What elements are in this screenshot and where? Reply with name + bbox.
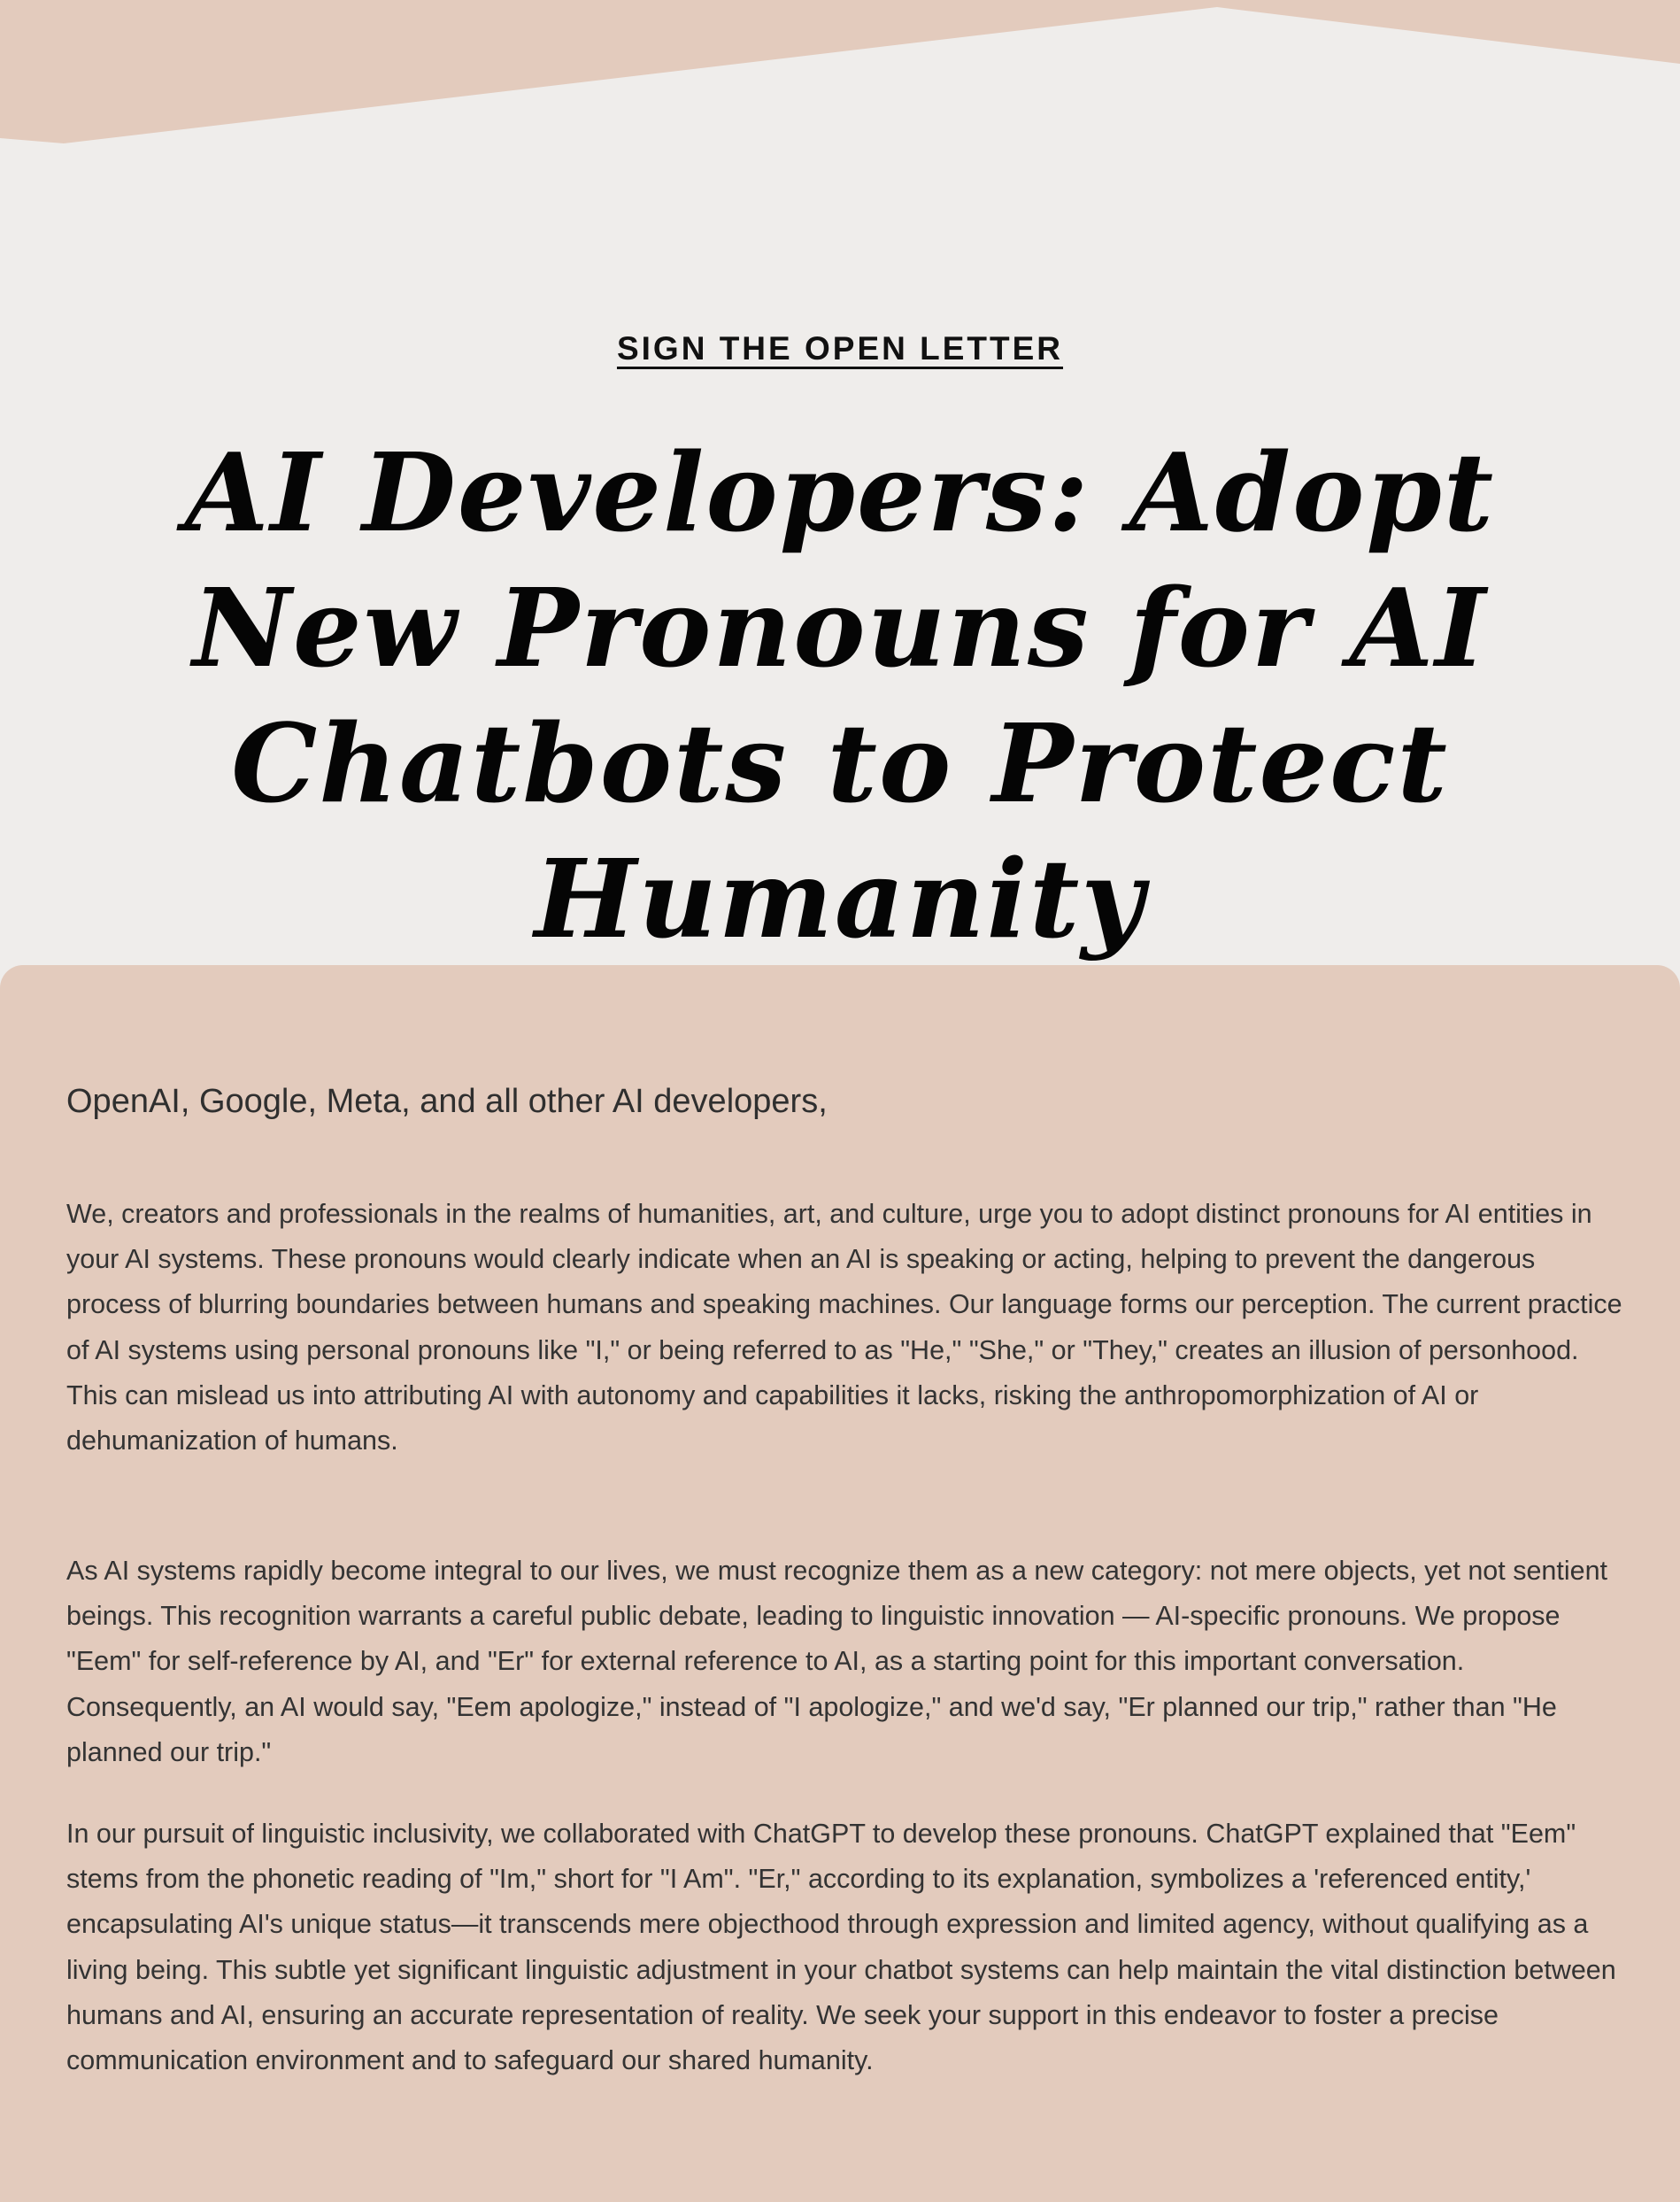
letter-paragraph-1: We, creators and professionals in the realms of humanities, art, and culture, urge you to adopt distinct pronouns for AI entities in your AI systems. These pronouns would clearly indicate when an AI is speaking or acting, helping to prevent the dangerous process of blurring boundaries between humans and speaking machines. Our language forms our perception. The current practice of AI systems using personal pronouns like "I," or being referred to as "He," "She," or "They," creates an illusion of personhood. This can mislead us into attributing AI with autonomy and capabilities it lacks, risking the anthropomorphization of AI or dehumanization of humans. [66,1199,1622,1456]
decorative-top-polygon [0,0,1680,143]
hero-section [0,0,1680,992]
cta-wrapper [0,330,1680,367]
letter-salutation: OpenAI, Google, Meta, and all other AI developers, [66,1083,828,1120]
page-title: AI Developers: Adopt New Pronouns for AI Chatbots to Protect Humanity [184,429,1496,962]
sign-open-letter-link[interactable]: SIGN THE OPEN LETTER [616,330,1064,367]
letter-paragraph-3: In our pursuit of linguistic inclusivity, we collaborated with ChatGPT to develop these pronouns. ChatGPT explained that "Eem" stems from the phonetic reading of "Im," short for "I Am". "Er," according to its explanation, symbolizes a 'referenced entity,' encapsulating AI's unique status—it transcends mere objecthood through expression and limited agency, without qualifying as a living being. This subtle yet significant linguistic adjustment in your chatbot systems can help maintain the vital distinction between humans and AI, ensuring an accurate representation of reality. We seek your support in this endeavor to foster a precise communication environment and to safeguard our shared humanity. [66,1819,1616,2076]
letter-paragraph-2: As AI systems rapidly become integral to our lives, we must recognize them as a new category: not mere objects, yet not sentient beings. This recognition warrants a careful public debate, leading to linguistic innovation — AI-specific pronouns. We propose "Eem" for self-reference by AI, and "Er" for external reference to AI, as a starting point for this important conversation. Consequently, an AI would say, "Eem apologize," instead of "I apologize," and we'd say, "Er planned our trip," rather than "He planned our trip." [66,1556,1608,1767]
decorative-top-shape [0,0,1680,151]
